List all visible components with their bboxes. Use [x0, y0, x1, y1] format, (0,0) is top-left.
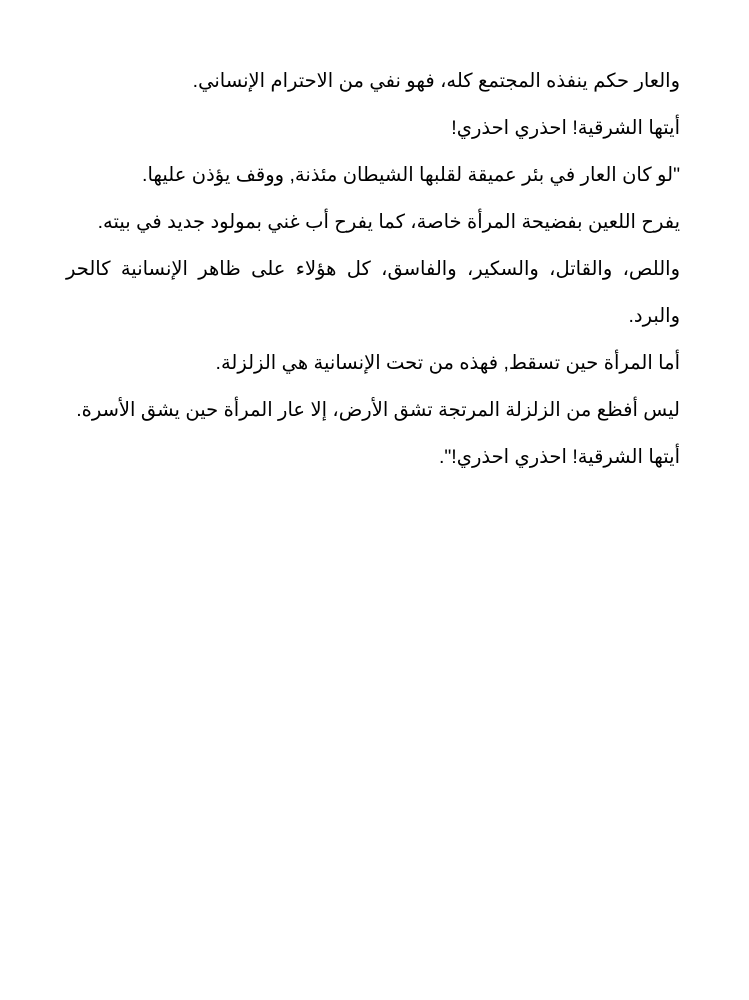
paragraph-2: أيتها الشرقية! احذري احذري! — [451, 117, 680, 139]
paragraph-1: والعار حكم ينفذه المجتمع كله، فهو نفي من الاحترام الإنساني. — [192, 70, 680, 92]
paragraph-3: "لو كان العار في بئر عميقة لقلبها الشيطان مئذنة, ووقف يؤذن عليها. — [142, 164, 680, 186]
paragraph-7: ليس أفظع من الزلزلة المرتجة تشق الأرض، إلا عار المرأة حين يشق الأسرة. — [76, 399, 680, 421]
paragraph-4: يفرح اللعين بفضيحة المرأة خاصة، كما يفرح أب غني بمولود جديد في بيته. — [97, 211, 680, 233]
document-body — [66, 58, 680, 481]
paragraph-6: أما المرأة حين تسقط, فهذه من تحت الإنسانية هي الزلزلة. — [215, 352, 680, 374]
paragraph-8: أيتها الشرقية! احذري احذري!". — [438, 446, 680, 468]
paragraph-5: واللص، والقاتل، والسكير، والفاسق، كل هؤلاء على ظاهر الإنسانية كالحر والبرد. — [66, 258, 680, 327]
